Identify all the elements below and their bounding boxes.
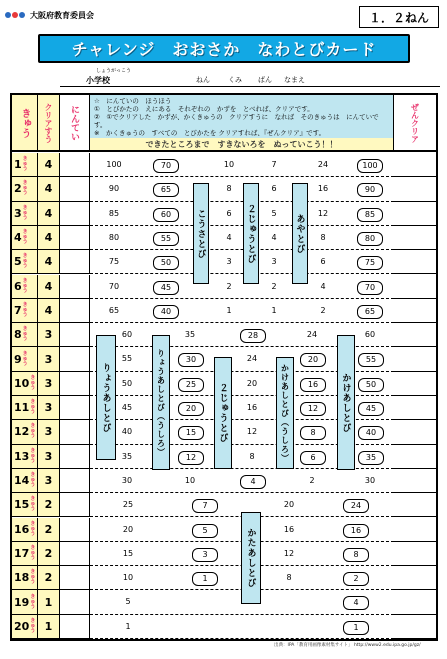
row-divider <box>90 299 394 323</box>
grade-number: 2 <box>14 182 22 196</box>
zen-clear-cell[interactable] <box>394 250 436 274</box>
jump-count[interactable]: 1 <box>343 621 369 635</box>
jump-type-kousa: こうさとび <box>193 183 209 284</box>
jump-count[interactable]: 3 <box>226 257 232 267</box>
grade-label <box>12 396 38 420</box>
jump-count[interactable]: 8 <box>320 232 326 242</box>
grade-suffix: きゅう <box>22 326 28 343</box>
jump-count[interactable]: 6 <box>300 451 326 465</box>
zen-clear-cell[interactable] <box>394 153 436 177</box>
jump-count[interactable]: 35 <box>121 451 133 461</box>
row-divider <box>90 153 394 177</box>
header-clear-count: クリアすう <box>38 95 60 152</box>
ninzu-cell[interactable] <box>60 518 90 542</box>
jump-count[interactable]: 5 <box>192 524 218 538</box>
jump-count[interactable]: 8 <box>249 451 255 461</box>
jump-type-kakeashi-ushiro: かけあしとび（うしろ） <box>276 357 294 469</box>
jump-count[interactable]: 8 <box>286 573 292 583</box>
grade-label <box>12 202 38 226</box>
grade-label <box>12 323 38 347</box>
zen-clear-cell[interactable] <box>394 420 436 444</box>
jump-count[interactable]: 2 <box>271 281 277 291</box>
grade-number: 13 <box>14 449 30 463</box>
ninzu-cell[interactable] <box>60 275 90 299</box>
clear-count: 2 <box>38 566 60 590</box>
grade-suffix: きゅう <box>22 253 28 270</box>
jump-count[interactable]: 10 <box>122 573 134 583</box>
zen-clear-cell[interactable] <box>394 347 436 371</box>
grade-number: 10 <box>14 376 30 390</box>
header-ninzu: にんてい <box>60 95 90 152</box>
school-ruby: しょうがっこう <box>96 68 132 74</box>
grade-suffix: きゅう <box>22 277 28 294</box>
zen-clear-cell[interactable] <box>394 226 436 250</box>
jump-count[interactable]: 10 <box>184 475 196 485</box>
zen-clear-cell[interactable] <box>394 566 436 590</box>
grade-number: 16 <box>14 522 30 536</box>
jump-count[interactable]: 1 <box>271 305 277 315</box>
jump-count[interactable]: 85 <box>357 208 383 222</box>
jump-count[interactable]: 4 <box>240 475 266 489</box>
grade-suffix: きゅう <box>30 472 36 489</box>
row-divider <box>90 250 394 274</box>
jump-count[interactable]: 30 <box>178 353 204 367</box>
jump-count[interactable]: 65 <box>108 305 120 315</box>
jump-count[interactable]: 4 <box>343 596 369 610</box>
jump-count[interactable]: 2 <box>343 572 369 586</box>
clear-count: 3 <box>38 420 60 444</box>
jump-type-ryouashi-ushiro: りょうあしとび（うしろ） <box>152 335 170 470</box>
grade-label <box>12 153 38 177</box>
grade-label <box>12 250 38 274</box>
rules-heading: ☆ にんていの ほうほう <box>94 97 172 105</box>
ninzu-cell[interactable] <box>60 566 90 590</box>
grade-suffix: きゅう <box>30 399 36 416</box>
jump-count[interactable]: 65 <box>153 183 179 197</box>
zen-clear-cell[interactable] <box>394 323 436 347</box>
grade-suffix: きゅう <box>30 520 36 537</box>
jump-type-aya: あやとび <box>292 183 308 284</box>
jump-count[interactable]: 28 <box>240 329 266 343</box>
jump-count[interactable]: 12 <box>283 548 295 558</box>
name-line <box>60 86 440 87</box>
grade-number: 15 <box>14 498 30 512</box>
clear-count: 1 <box>38 615 60 639</box>
clear-count: 4 <box>38 177 60 201</box>
grade-suffix: きゅう <box>22 156 28 173</box>
jump-count[interactable]: 60 <box>121 330 133 340</box>
jump-count[interactable]: 65 <box>357 305 383 319</box>
ninzu-cell[interactable] <box>60 177 90 201</box>
ninzu-cell[interactable] <box>60 493 90 517</box>
grade-number: 8 <box>14 328 22 342</box>
zen-clear-cell[interactable] <box>394 177 436 201</box>
ninzu-cell[interactable] <box>60 420 90 444</box>
jump-count[interactable]: 2 <box>226 281 232 291</box>
jump-count[interactable]: 5 <box>271 208 277 218</box>
jump-count[interactable]: 20 <box>246 378 258 388</box>
grade-number: 7 <box>14 303 22 317</box>
jump-count[interactable]: 12 <box>178 451 204 465</box>
jump-count[interactable]: 2 <box>309 475 315 485</box>
namae-label: なまえ <box>284 76 305 84</box>
jump-count[interactable]: 20 <box>178 402 204 416</box>
jump-count[interactable]: 40 <box>153 305 179 319</box>
rules-line-1: ① とびかたの えにある それぞれの かずを とべれば、クリアです。 <box>94 105 314 113</box>
jump-count[interactable]: 20 <box>283 500 295 510</box>
clear-count: 3 <box>38 323 60 347</box>
jump-count[interactable]: 24 <box>306 330 318 340</box>
grade-number: 12 <box>14 425 30 439</box>
grade-number: 11 <box>14 401 30 415</box>
jump-count[interactable]: 20 <box>122 524 134 534</box>
jump-count[interactable]: 16 <box>246 403 258 412</box>
grade-suffix: きゅう <box>22 229 28 246</box>
ninzu-cell[interactable] <box>60 347 90 371</box>
credit: 出典：IPA「教育用画像素材集サイト」 http://www2.edu.ipa.go.jp/gz/ <box>274 643 421 648</box>
jump-count[interactable]: 5 <box>125 597 131 607</box>
grade-label <box>12 542 38 566</box>
grade-suffix: きゅう <box>30 374 36 391</box>
ninzu-cell[interactable] <box>60 445 90 469</box>
grade-suffix: きゅう <box>30 496 36 513</box>
ninzu-cell[interactable] <box>60 202 90 226</box>
ban-label: ばん <box>258 76 272 84</box>
grade-suffix: きゅう <box>22 301 28 318</box>
ninzu-cell[interactable] <box>60 590 90 614</box>
rules-line-2: ② ①でクリアした かずが、かくきゅうの クリアすうに なれば そのきゅうは にんていです。 <box>94 113 379 129</box>
jump-count[interactable]: 6 <box>320 257 326 267</box>
grade-number: 18 <box>14 571 30 585</box>
ninzu-cell[interactable] <box>60 153 90 177</box>
jump-type-kataashi: かたあしとび <box>241 512 261 604</box>
jump-count[interactable]: 15 <box>122 548 134 558</box>
clear-count: 1 <box>38 590 60 614</box>
grade-number: 5 <box>14 255 22 269</box>
jump-count[interactable]: 60 <box>153 208 179 222</box>
jump-count[interactable]: 55 <box>358 353 384 367</box>
jump-count[interactable]: 50 <box>358 378 384 392</box>
jump-count[interactable]: 12 <box>317 208 329 218</box>
ninzu-cell[interactable] <box>60 226 90 250</box>
jump-count[interactable]: 45 <box>358 402 384 416</box>
jump-count[interactable]: 4 <box>226 232 232 242</box>
jump-count[interactable]: 7 <box>271 160 277 169</box>
zen-clear-cell[interactable] <box>394 299 436 323</box>
ninzu-cell[interactable] <box>60 469 90 493</box>
header-zen-clear: ぜんクリア <box>394 95 436 152</box>
jump-count[interactable]: 12 <box>300 402 326 416</box>
grade-label <box>12 275 38 299</box>
grade-number: 4 <box>14 231 22 245</box>
zen-clear-cell[interactable] <box>394 469 436 493</box>
jump-count[interactable]: 50 <box>153 256 179 270</box>
jump-count[interactable]: 100 <box>357 159 383 173</box>
jump-count[interactable]: 2 <box>320 305 326 315</box>
jump-count[interactable]: 3 <box>192 548 218 562</box>
jump-count[interactable]: 35 <box>358 451 384 465</box>
board-logo-icon <box>4 10 28 20</box>
rules-line-3: ※ かくきゅうの すべての とびかたを クリアすれば、『ぜんクリア』です。 <box>94 129 326 137</box>
jump-count[interactable]: 4 <box>320 281 326 291</box>
grade-label <box>12 566 38 590</box>
jump-count[interactable]: 16 <box>283 524 295 534</box>
jump-count[interactable]: 25 <box>122 500 134 510</box>
jump-type-kakeashi: かけあしとび <box>337 335 355 470</box>
zen-clear-cell[interactable] <box>394 372 436 396</box>
jump-count[interactable]: 30 <box>364 475 376 485</box>
jump-count[interactable]: 50 <box>121 378 133 388</box>
zen-clear-cell[interactable] <box>394 590 436 614</box>
grade-number: 9 <box>14 352 22 366</box>
clear-count: 4 <box>38 202 60 226</box>
clear-count: 3 <box>38 445 60 469</box>
zen-clear-cell[interactable] <box>394 275 436 299</box>
jump-count[interactable]: 40 <box>121 427 133 437</box>
row-divider <box>90 177 394 201</box>
jump-count[interactable]: 6 <box>271 184 277 194</box>
clear-count: 4 <box>38 226 60 250</box>
jump-count[interactable]: 45 <box>121 403 133 412</box>
jump-type-nijuu-ushiro: ２じゅうとび <box>214 357 232 469</box>
jump-count[interactable]: 1 <box>226 305 232 315</box>
instruction-subtitle: できたところまで すきないろを ぬっていこう！！ <box>90 138 394 152</box>
grade-number: 14 <box>14 474 30 488</box>
ninzu-cell[interactable] <box>60 299 90 323</box>
clear-count: 4 <box>38 299 60 323</box>
ninzu-cell[interactable] <box>60 615 90 639</box>
zen-clear-cell[interactable] <box>394 518 436 542</box>
grade-label <box>12 518 38 542</box>
jump-count[interactable]: 85 <box>108 208 120 218</box>
jump-count[interactable]: 45 <box>153 281 179 295</box>
jump-count[interactable]: 25 <box>178 378 204 392</box>
jump-count[interactable]: 40 <box>358 426 384 440</box>
clear-count: 2 <box>38 518 60 542</box>
clear-count: 3 <box>38 347 60 371</box>
header-kyuu: きゅう <box>12 95 38 152</box>
grade-label <box>12 226 38 250</box>
jump-count[interactable]: 4 <box>271 232 277 242</box>
jump-count[interactable]: 55 <box>121 354 133 364</box>
grade-suffix: きゅう <box>30 593 36 610</box>
grade-number: 17 <box>14 546 30 560</box>
jump-count[interactable]: 7 <box>192 499 218 513</box>
grade-suffix: きゅう <box>30 544 36 561</box>
jump-count[interactable]: 70 <box>357 281 383 295</box>
grade-label <box>12 347 38 371</box>
zen-clear-cell[interactable] <box>394 445 436 469</box>
jump-count[interactable]: 3 <box>271 257 277 267</box>
jump-count[interactable]: 30 <box>121 475 133 485</box>
jump-count[interactable]: 70 <box>108 281 120 291</box>
grade-label: １．２ねん <box>359 6 439 28</box>
grade-number: 19 <box>14 595 30 609</box>
clear-count: 3 <box>38 469 60 493</box>
kumi-label: くみ <box>228 76 242 84</box>
jump-count[interactable]: 15 <box>178 426 204 440</box>
row-divider <box>90 275 394 299</box>
jump-count[interactable]: 100 <box>106 160 122 169</box>
grade-number: 3 <box>14 206 22 220</box>
grade-label <box>12 445 38 469</box>
jump-count[interactable]: 10 <box>223 160 235 169</box>
ninzu-cell[interactable] <box>60 250 90 274</box>
clear-count: 3 <box>38 396 60 420</box>
ninzu-cell[interactable] <box>60 396 90 420</box>
jump-count[interactable]: 24 <box>343 499 369 513</box>
jump-count[interactable]: 35 <box>184 330 196 340</box>
jump-count[interactable]: 80 <box>357 232 383 246</box>
rules-box <box>90 95 394 138</box>
row-divider <box>90 226 394 250</box>
clear-count: 4 <box>38 275 60 299</box>
jump-count[interactable]: 1 <box>125 621 131 631</box>
grade-label <box>12 420 38 444</box>
jump-count[interactable]: 12 <box>246 427 258 437</box>
jump-count[interactable]: 1 <box>192 572 218 586</box>
grade-label <box>12 299 38 323</box>
nen-label: ねん <box>196 76 210 84</box>
school-label: 小学校 <box>86 76 110 85</box>
zen-clear-cell[interactable] <box>394 493 436 517</box>
jump-count[interactable]: 16 <box>300 378 326 392</box>
jump-count[interactable]: 8 <box>300 426 326 440</box>
jump-count[interactable]: 16 <box>343 524 369 538</box>
clear-count: 4 <box>38 153 60 177</box>
jump-count[interactable]: 24 <box>246 354 258 364</box>
grade-suffix: きゅう <box>30 447 36 464</box>
clear-count: 4 <box>38 250 60 274</box>
grade-suffix: きゅう <box>30 423 36 440</box>
page-title: チャレンジ おおさか なわとびカード <box>38 34 410 63</box>
grade-number: 6 <box>14 279 22 293</box>
clear-count: 3 <box>38 372 60 396</box>
grade-label <box>12 615 38 639</box>
jump-count[interactable]: 8 <box>226 184 232 194</box>
grade-label <box>12 469 38 493</box>
zen-clear-cell[interactable] <box>394 396 436 420</box>
org-name: 大阪府教育委員会 <box>30 11 94 20</box>
grade-suffix: きゅう <box>22 204 28 221</box>
jump-count[interactable]: 20 <box>300 353 326 367</box>
grade-number: 1 <box>14 158 22 172</box>
jump-count[interactable]: 80 <box>108 232 120 242</box>
jump-count[interactable]: 75 <box>357 256 383 270</box>
grade-number: 20 <box>14 619 30 633</box>
clear-count: 2 <box>38 542 60 566</box>
grade-suffix: きゅう <box>22 180 28 197</box>
zen-clear-cell[interactable] <box>394 202 436 226</box>
jump-count[interactable]: 60 <box>364 330 376 340</box>
jump-count[interactable]: 8 <box>343 548 369 562</box>
grade-label <box>12 177 38 201</box>
zen-clear-cell[interactable] <box>394 615 436 639</box>
jump-count[interactable]: 55 <box>153 232 179 246</box>
jump-count[interactable]: 6 <box>226 208 232 218</box>
grade-label <box>12 590 38 614</box>
jump-count[interactable]: 70 <box>153 159 179 173</box>
jump-count[interactable]: 75 <box>108 257 120 267</box>
grade-suffix: きゅう <box>22 350 28 367</box>
jump-type-ryouashi: りょうあしとび <box>96 335 116 460</box>
ninzu-cell[interactable] <box>60 323 90 347</box>
grade-suffix: きゅう <box>30 617 36 634</box>
jump-count[interactable]: 90 <box>108 184 120 194</box>
jump-count[interactable]: 90 <box>357 183 383 197</box>
clear-count: 2 <box>38 493 60 517</box>
jump-count[interactable]: 24 <box>317 160 329 169</box>
jump-count[interactable]: 16 <box>317 184 329 194</box>
grade-label <box>12 493 38 517</box>
grade-label <box>12 372 38 396</box>
zen-clear-cell[interactable] <box>394 542 436 566</box>
row-divider <box>90 202 394 226</box>
ninzu-cell[interactable] <box>60 372 90 396</box>
ninzu-cell[interactable] <box>60 542 90 566</box>
grade-suffix: きゅう <box>30 569 36 586</box>
jump-type-nijuu: ２じゅうとび <box>243 183 259 284</box>
